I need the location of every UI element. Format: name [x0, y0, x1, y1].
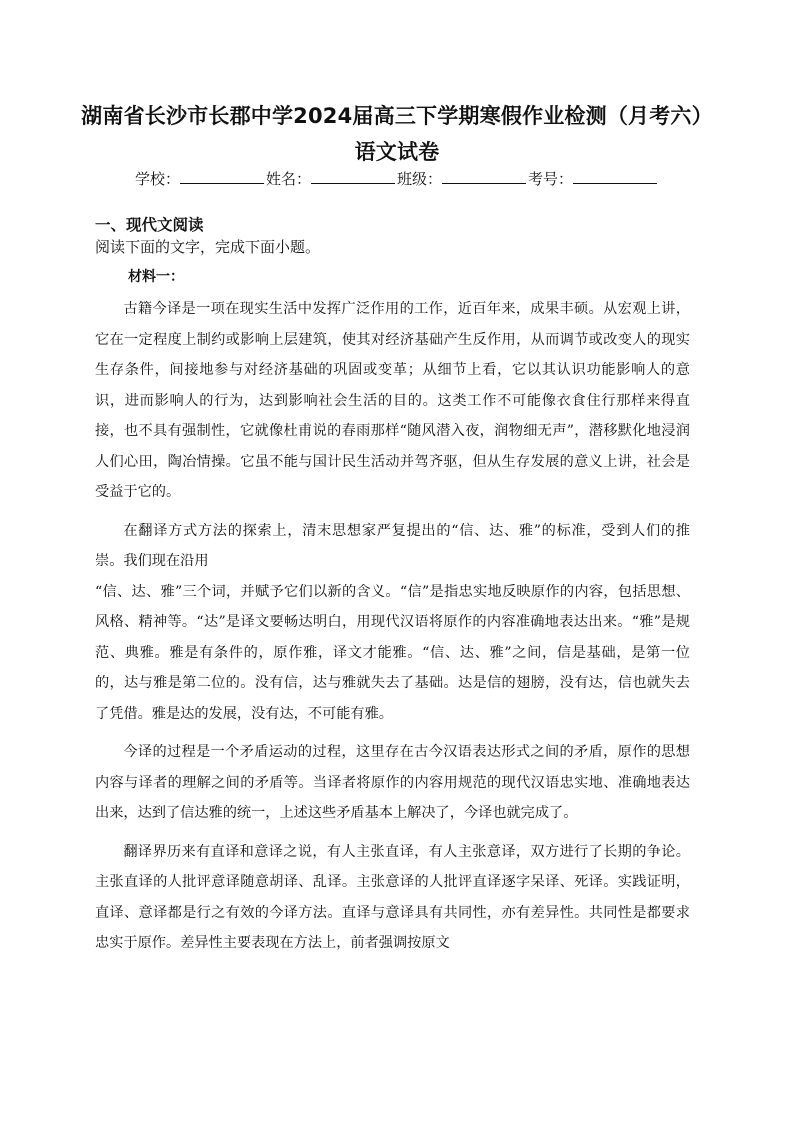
section-heading: 一、现代文阅读 — [95, 216, 204, 234]
student-info-line — [60, 167, 734, 191]
exam-number-blank[interactable] — [573, 168, 657, 184]
info-label-exam-number: 考号： — [528, 170, 574, 188]
info-field-exam-number — [528, 167, 659, 191]
paragraph-1: 古籍今译是一项在现实生活中发挥广泛作用的工作，近百年来，成果丰硕。从宏观上讲，它在一定程度上制约或影响上层建筑，使其对经济基础产生反作用，从而调节或改变人的现实生存条件，间接地参与对经济基础的巩固或变革；从细节上看，它以其认识功能影响人的意识，进而影响人的行为，达到影响社会生活的目的。这类工作不可能像衣食住行那样来得直接，也不具有强制性，它就像杜甫说的春雨那样“随风潜入夜，润物细无声”，潜移默化地浸润人们心田，陶冶情操。它虽不能与国计民生活动并驾齐驱，但从生存发展的意义上讲，社会是受益于它的。 — [95, 301, 690, 500]
name-blank[interactable] — [311, 168, 395, 184]
info-label-class: 班级： — [397, 170, 443, 188]
info-label-school: 学校： — [134, 170, 180, 188]
info-field-class — [397, 167, 528, 191]
paragraph-4: 翻译界历来有直译和意译之说，有人主张直译，有人主张意译，双方进行了长期的争论。主张直译的人批评意译随意胡译、乱译。主张意译的人批评直译逐字呆译、死译。实践证明，直译、意译都是行之有效的今译方法。直译与意译具有共同性，亦有差异性。共同性是都要求忠实于原作。差异性主要表现在方法上，前者强调按原文 — [95, 843, 690, 951]
paragraph-3: 今译的过程是一个矛盾运动的过程，这里存在古今汉语表达形式之间的矛盾，原作的思想内容与译者的理解之间的矛盾等。当译者将原作的内容用规范的现代汉语忠实地、准确地表达出来，达到了信达雅的统一，上述这些矛盾基本上解决了，今译也就完成了。 — [95, 744, 690, 821]
info-field-name — [266, 167, 397, 191]
reading-instruction: 阅读下面的文字，完成下面小题。 — [95, 238, 321, 256]
school-blank[interactable] — [180, 168, 264, 184]
material-body — [95, 294, 690, 959]
class-blank[interactable] — [442, 168, 526, 184]
paragraph-2: 在翻译方式方法的探索上，清末思想家严复提出的“信、达、雅”的标准，受到人们的推崇。我们现在沿用 — [95, 522, 690, 569]
document-title: 湖南省长沙市长郡中学2024届高三下学期寒假作业检测（月考六）语文试卷 — [81, 104, 713, 164]
info-label-name: 姓名： — [265, 170, 311, 188]
paragraph-2-continued: “信、达、雅”三个词，并赋予它们以新的含义。“信”是指忠实地反映原作的内容，包括思想、风格、精神等。“达”是译文要畅达明白，用现代汉语将原作的内容准确地表达出来。“雅”是规范、典雅。雅是有条件的，原作雅，译文才能雅。“信、达、雅”之间，信是基础，是第一位的，达与雅是第二位的。没有信，达与雅就失去了基础。达是信的翅膀，没有达，信也就失去了凭借。雅是达的发展，没有达，不可能有雅。 — [95, 583, 690, 722]
material-label: 材料一： — [128, 269, 184, 285]
info-field-school — [135, 167, 266, 191]
